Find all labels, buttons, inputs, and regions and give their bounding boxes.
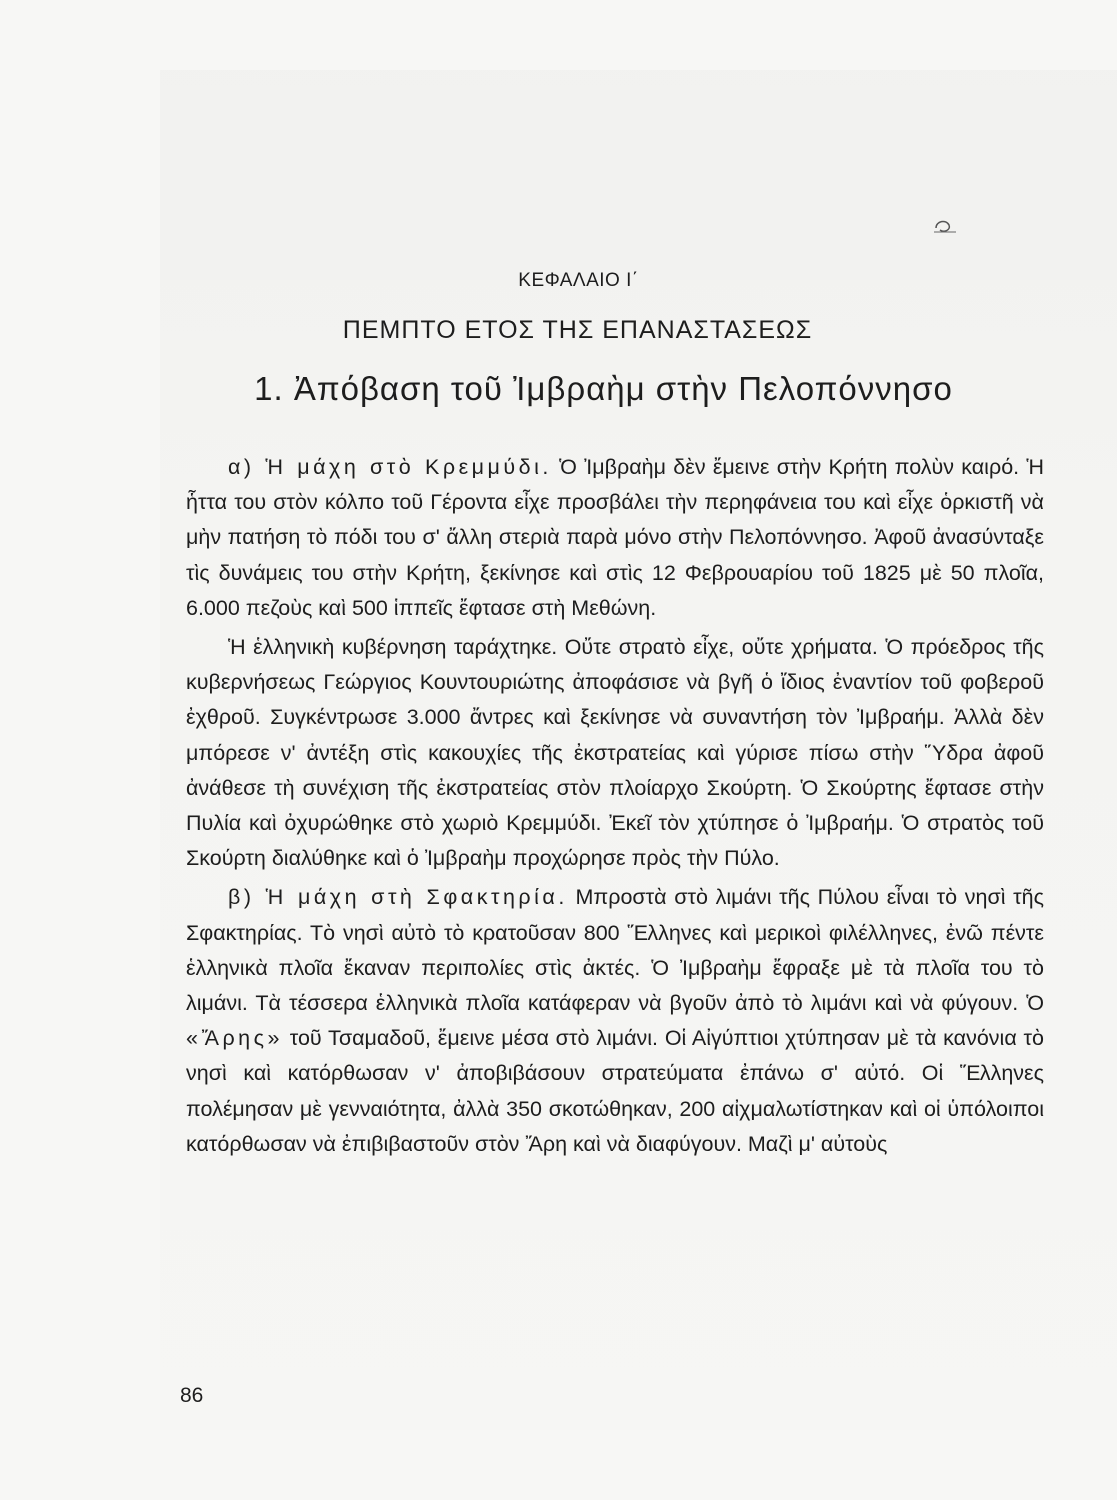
paragraph-government xyxy=(186,630,1044,876)
ink-mark-icon xyxy=(932,216,958,238)
body-text xyxy=(186,450,1044,1162)
page-number: 86 xyxy=(180,1384,204,1407)
paragraph-kremmydi xyxy=(186,450,1044,626)
paragraph-text: τοῦ Τσαμαδοῦ, ἔμεινε μέσα στὸ λιμάνι. Οἱ Αἰγύπτιοι χτύπησαν μὲ τὰ κανόνια τὸ νησὶ καὶ κατόρθωσαν ν' ἀποβιβάσουν στρατεύματα ἐπάνω σ' αὐτό. Οἱ Ἕλληνες πολέμησαν μὲ γενναιότητα, ἀλλὰ 350 σκοτώθηκαν, 200 αἰχμαλωτίστηκαν καὶ οἱ ὑπόλοιποι κατόρθωσαν νὰ ἐπιβιβαστοῦν στὸν Ἄρη καὶ νὰ διαφύγουν. Μαζὶ μ' αὐτοὺς xyxy=(186,1026,1044,1156)
paragraph-text: Μπροστὰ στὸ λιμάνι τῆς Πύλου εἶναι τὸ νησὶ τῆς Σφακτηρίας. Τὸ νησὶ αὐτὸ τὸ κρατοῦσαν 800 Ἕλληνες καὶ μερικοὶ φιλέλληνες, ἐνῶ πέντε ἑλληνικὰ πλοῖα ἔκαναν περιπολίες στὶς ἀκτές. Ὁ Ἰμβραὴμ ἔφραξε μὲ τὰ πλοῖα του τὸ λιμάνι. Τὰ τέσσερα ἑλληνικὰ πλοῖα κατάφεραν νὰ βγοῦν ἀπὸ τὸ λιμάνι καὶ νὰ φύγουν. Ὁ xyxy=(186,885,1044,1016)
chapter-label: ΚΕΦΑΛΑΙΟ Ι΄ xyxy=(518,270,639,291)
paragraph-sfaktiria xyxy=(186,880,1044,1162)
ship-name: «Ἄρης» xyxy=(186,1026,283,1051)
paragraph-text: Ὁ Ἰμβραὴμ δὲν ἔμεινε στὴν Κρήτη πολὺν καιρό. Ἡ ἧττα του στὸν κόλπο τοῦ Γέροντα εἶχε προσβάλει τὴν περηφάνεια του καὶ εἶχε ὁρκιστῆ νὰ μὴν πατήση τὸ πόδι του σ' ἄλλη στεριὰ παρὰ μόνο στὴν Πελοπόννησο. Ἀφοῦ ἀνασύνταξε τὶς δυνάμεις του στὴν Κρήτη, ξεκίνησε καὶ στὶς 12 Φεβρουαρίου τοῦ 1825 μὲ 50 πλοῖα, 6.000 πεζοὺς καὶ 500 ἱππεῖς ἔφτασε στὴ Μεθώνη. xyxy=(186,455,1044,620)
paragraph-lead: β) Ἡ μάχη στὴ Σφακτηρία. xyxy=(228,885,568,910)
section-heading: 1. Ἀπόβαση τοῦ Ἰμβραὴμ στὴν Πελοπόννησο xyxy=(254,370,953,407)
chapter-title: ΠΕΜΠΤΟ ΕΤΟΣ ΤΗΣ ΕΠΑΝΑΣΤΑΣΕΩΣ xyxy=(342,316,813,344)
paragraph-lead: α) Ἡ μάχη στὸ Κρεμμύδι. xyxy=(228,455,552,479)
paragraph-text: Ἡ ἑλληνικὴ κυβέρνηση ταράχτηκε. Οὔτε στρατὸ εἶχε, οὔτε χρήματα. Ὁ πρόεδρος τῆς κυβερνήσεως Γεώργιος Κουντουριώτης ἀποφάσισε νὰ βγῆ ὁ ἴδιος ἐναντίον τοῦ φοβεροῦ ἐχθροῦ. Συγκέντρωσε 3.000 ἄντρες καὶ ξεκίνησε νὰ συναντήση τὸν Ἰμβραήμ. Ἀλλὰ δὲν μπόρεσε ν' ἀντέξη στὶς κακουχίες τῆς ἐκστρατείας καὶ γύρισε πίσω στὴν Ὕδρα ἀφοῦ ἀνάθεσε τὴ συνέχιση τῆς ἐκστρατείας στὸν πλοίαρχο Σκούρτη. Ὁ Σκούρτης ἔφτασε στὴν Πυλία καὶ ὀχυρώθηκε στὸ χωριὸ Κρεμμύδι. Ἐκεῖ τὸν χτύπησε ὁ Ἰμβραήμ. Ὁ στρατὸς τοῦ Σκούρτη διαλύθηκε καὶ ὁ Ἰμβραὴμ προχώρησε πρὸς τὴν Πύλο. xyxy=(186,635,1044,871)
